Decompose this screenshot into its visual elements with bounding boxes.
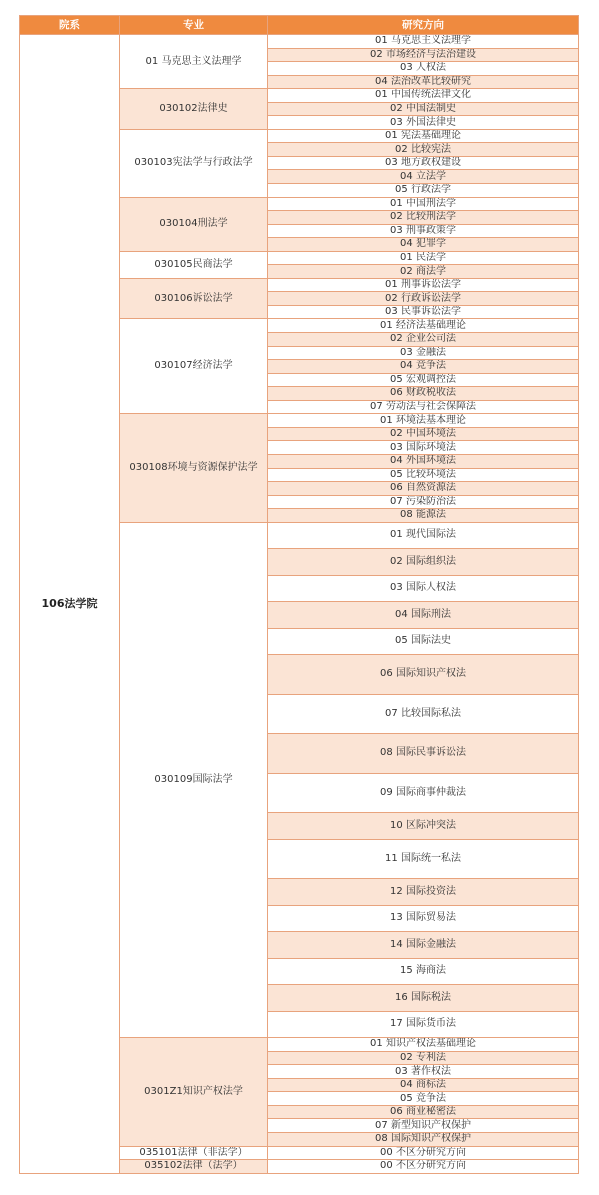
direction-cell: 10 区际冲突法 (268, 813, 579, 840)
header-row (20, 16, 579, 35)
direction-cell: 02 比较宪法 (268, 143, 579, 157)
direction-cell: 01 知识产权法基础理论 (268, 1038, 579, 1052)
major-cell: 030109国际法学 (120, 522, 268, 1038)
direction-cell: 08 国际民事诉讼法 (268, 734, 579, 774)
direction-cell: 01 马克思主义法理学 (268, 35, 579, 49)
major-cell: 0301Z1知识产权法学 (120, 1038, 268, 1146)
header-major: 专业 (120, 16, 268, 35)
direction-cell: 04 法治改革比较研究 (268, 75, 579, 89)
direction-cell: 01 刑事诉讼法学 (268, 278, 579, 292)
direction-cell: 02 行政诉讼法学 (268, 292, 579, 306)
college-cell: 106法学院 (20, 35, 120, 1174)
direction-cell: 07 新型知识产权保护 (268, 1119, 579, 1133)
direction-cell: 07 劳动法与社会保障法 (268, 400, 579, 414)
direction-cell: 01 宪法基础理论 (268, 129, 579, 143)
major-cell: 030103宪法学与行政法学 (120, 129, 268, 197)
direction-cell: 17 国际货币法 (268, 1011, 579, 1038)
direction-cell: 03 金融法 (268, 346, 579, 360)
direction-cell: 06 财政税收法 (268, 387, 579, 401)
table-row (20, 35, 579, 49)
direction-cell: 01 现代国际法 (268, 522, 579, 549)
major-cell: 030108环境与资源保护法学 (120, 414, 268, 522)
direction-cell: 02 中国法制史 (268, 102, 579, 116)
direction-cell: 04 外国环境法 (268, 454, 579, 468)
direction-cell: 03 著作权法 (268, 1065, 579, 1079)
direction-cell: 07 比较国际私法 (268, 694, 579, 734)
direction-cell: 02 比较刑法学 (268, 211, 579, 225)
direction-cell: 05 宏观调控法 (268, 373, 579, 387)
major-cell: 030102法律史 (120, 89, 268, 130)
direction-cell: 02 商法学 (268, 265, 579, 279)
direction-cell: 07 污染防治法 (268, 495, 579, 509)
direction-cell: 01 中国刑法学 (268, 197, 579, 211)
direction-cell: 13 国际贸易法 (268, 905, 579, 932)
direction-cell: 02 国际组织法 (268, 549, 579, 576)
direction-cell: 04 国际刑法 (268, 602, 579, 629)
direction-cell: 09 国际商事仲裁法 (268, 773, 579, 813)
direction-cell: 01 中国传统法律文化 (268, 89, 579, 103)
direction-cell: 05 国际法史 (268, 628, 579, 655)
direction-cell: 02 企业公司法 (268, 333, 579, 347)
direction-cell: 02 市场经济与法治建设 (268, 48, 579, 62)
direction-cell: 04 商标法 (268, 1078, 579, 1092)
major-cell: 01 马克思主义法理学 (120, 35, 268, 89)
direction-cell: 06 国际知识产权法 (268, 655, 579, 695)
direction-cell: 12 国际投资法 (268, 879, 579, 906)
direction-cell: 02 专利法 (268, 1051, 579, 1065)
major-cell: 035102法律（法学） (120, 1160, 268, 1174)
direction-cell: 14 国际金融法 (268, 932, 579, 959)
table-body (20, 35, 579, 1174)
direction-cell: 05 行政法学 (268, 184, 579, 198)
direction-cell: 05 比较环境法 (268, 468, 579, 482)
direction-cell: 08 国际知识产权保护 (268, 1133, 579, 1147)
direction-cell: 01 民法学 (268, 251, 579, 265)
direction-cell: 00 不区分研究方向 (268, 1146, 579, 1160)
direction-cell: 01 环境法基本理论 (268, 414, 579, 428)
direction-cell: 05 竞争法 (268, 1092, 579, 1106)
direction-cell: 01 经济法基础理论 (268, 319, 579, 333)
direction-cell: 03 刑事政策学 (268, 224, 579, 238)
major-cell: 030106诉讼法学 (120, 278, 268, 319)
direction-cell: 02 中国环境法 (268, 427, 579, 441)
major-cell: 030104刑法学 (120, 197, 268, 251)
direction-cell: 03 国际人权法 (268, 575, 579, 602)
direction-cell: 03 民事诉讼法学 (268, 305, 579, 319)
direction-cell: 03 外国法律史 (268, 116, 579, 130)
direction-cell: 03 地方政权建设 (268, 156, 579, 170)
direction-cell: 06 自然资源法 (268, 482, 579, 496)
direction-cell: 15 海商法 (268, 958, 579, 985)
direction-cell: 03 人权法 (268, 62, 579, 76)
major-cell: 030105民商法学 (120, 251, 268, 278)
major-cell: 030107经济法学 (120, 319, 268, 414)
direction-cell: 00 不区分研究方向 (268, 1160, 579, 1174)
header-direction: 研究方向 (268, 16, 579, 35)
program-table (19, 15, 579, 1174)
header-college: 院系 (20, 16, 120, 35)
major-cell: 035101法律（非法学） (120, 1146, 268, 1160)
direction-cell: 11 国际统一私法 (268, 839, 579, 879)
direction-cell: 04 竞争法 (268, 360, 579, 374)
direction-cell: 03 国际环境法 (268, 441, 579, 455)
direction-cell: 08 能源法 (268, 509, 579, 523)
direction-cell: 16 国际税法 (268, 985, 579, 1012)
direction-cell: 06 商业秘密法 (268, 1105, 579, 1119)
direction-cell: 04 犯罪学 (268, 238, 579, 252)
direction-cell: 04 立法学 (268, 170, 579, 184)
